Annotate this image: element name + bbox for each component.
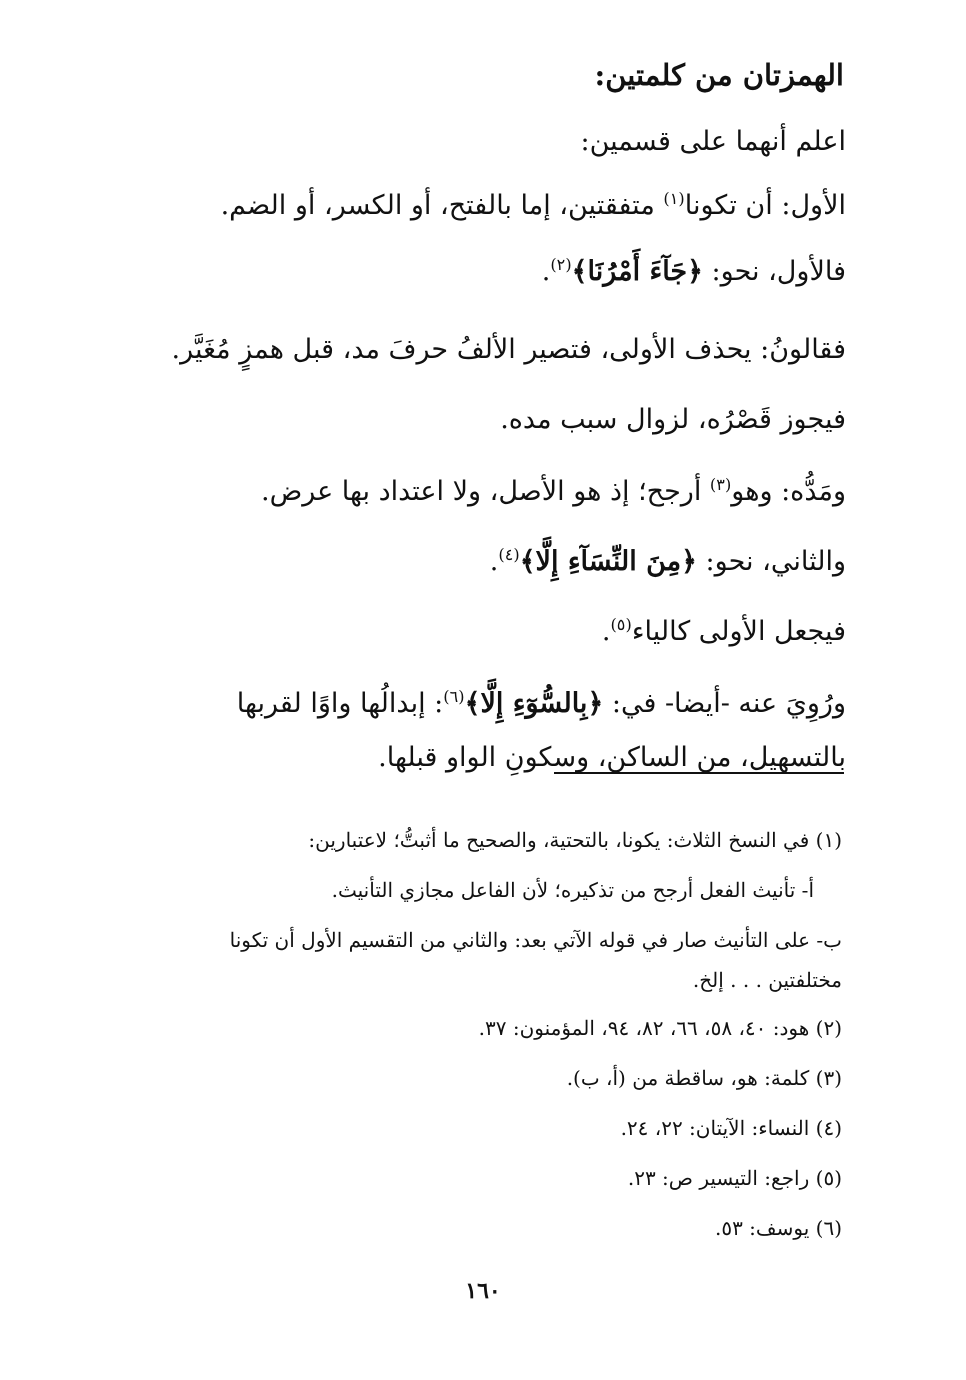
section-title: الهمزتان من كلمتين: bbox=[594, 58, 844, 92]
footnote-5: (٥) راجع: التيسير ص: ٢٣. bbox=[627, 1166, 842, 1190]
body-line-7-part-b: . bbox=[489, 546, 499, 577]
body-line-2-part-b: متفقتين، إما بالفتح، أو الكسر، أو الضم. bbox=[220, 190, 664, 221]
body-line-8-part-a: فيجعل الأولى كالياء bbox=[631, 616, 846, 647]
footnote-3: (٣) كلمة: هو، ساقطة من (أ، ب). bbox=[566, 1066, 842, 1090]
footnote-6: (٦) يوسف: ٥٣. bbox=[714, 1216, 842, 1240]
page-number: ١٦٠ bbox=[465, 1278, 501, 1304]
body-line-3-part-a: فالأول، نحو: bbox=[702, 256, 846, 287]
body-line-8 bbox=[602, 616, 846, 647]
body-line-9-part-b: : إبدالُها واوًا لقربها bbox=[236, 688, 444, 719]
footnote-ref-6: (٦) bbox=[443, 687, 465, 706]
footnote-1-item-b-line-1: ب- على التأنيث صار في قوله الآتي بعد: والثاني من التقسيم الأول أن تكونا bbox=[229, 928, 842, 952]
body-line-7-part-a: والثاني، نحو: bbox=[696, 546, 846, 577]
body-line-6-part-a: ومَدُّه: وهو bbox=[731, 476, 846, 507]
body-line-3 bbox=[542, 256, 846, 287]
body-line-2-part-a: الأول: أن تكونا bbox=[684, 190, 846, 221]
footnote-ref-3: (٣) bbox=[709, 475, 732, 494]
body-line-5: فيجوز قَصْرُه، لزوال سبب مده. bbox=[500, 404, 846, 435]
footnote-1-item-b-line-2: مختلفتين . . . إلخ. bbox=[692, 968, 842, 992]
body-line-6-part-b: أرجح؛ إذ هو الأصل، ولا اعتداد بها عرض. bbox=[260, 476, 710, 507]
footnote-divider bbox=[554, 772, 844, 774]
footnote-4: (٤) النساء: الآيتان: ٢٢، ٢٤. bbox=[620, 1116, 842, 1140]
body-line-10: بالتسهيل، من الساكن، وسكونِ الواو قبلها. bbox=[378, 742, 846, 773]
footnote-ref-5: (٥) bbox=[610, 615, 632, 634]
body-line-9 bbox=[237, 688, 846, 719]
body-line-4: فقالونُ: يحذف الأولى، فتصير الألفُ حرفَ مد، قبل همزٍ مُغَيَّر. bbox=[171, 334, 846, 365]
footnote-1-item-a: أ- تأنيث الفعل أرجح من تذكيره؛ لأن الفاعل مجازي التأنيث. bbox=[331, 878, 814, 902]
body-line-9-part-a: ورُوِيَ عنه -أيضا- في: bbox=[603, 688, 846, 719]
quran-quote-1: ﴿جَآءَ أَمْرُنَا﴾ bbox=[571, 256, 703, 287]
body-line-1: اعلم أنهما على قسمين: bbox=[580, 126, 846, 157]
body-line-2 bbox=[221, 190, 846, 221]
footnote-1: (١) في النسخ الثلاث: يكونا، بالتحتية، والصحيح ما أثبتُّ؛ لاعتبارين: bbox=[308, 828, 842, 852]
footnote-ref-4: (٤) bbox=[498, 545, 520, 564]
footnote-ref-2: (٢) bbox=[550, 255, 572, 274]
body-line-8-part-b: . bbox=[601, 616, 611, 647]
footnote-2: (٢) هود: ٤٠، ٥٨، ٦٦، ٨٢، ٩٤، المؤمنون: ٣٧. bbox=[478, 1016, 842, 1040]
body-line-3-part-b: . bbox=[541, 256, 551, 287]
body-line-6 bbox=[261, 476, 846, 507]
quran-quote-3: ﴿بِالسُّوٓءِ إِلَّا﴾ bbox=[464, 688, 604, 719]
quran-quote-2: ﴿مِنَ النِّسَآءِ إِلَّا﴾ bbox=[519, 546, 697, 577]
footnote-ref-1: (١) bbox=[663, 189, 685, 208]
body-line-7 bbox=[490, 546, 846, 577]
